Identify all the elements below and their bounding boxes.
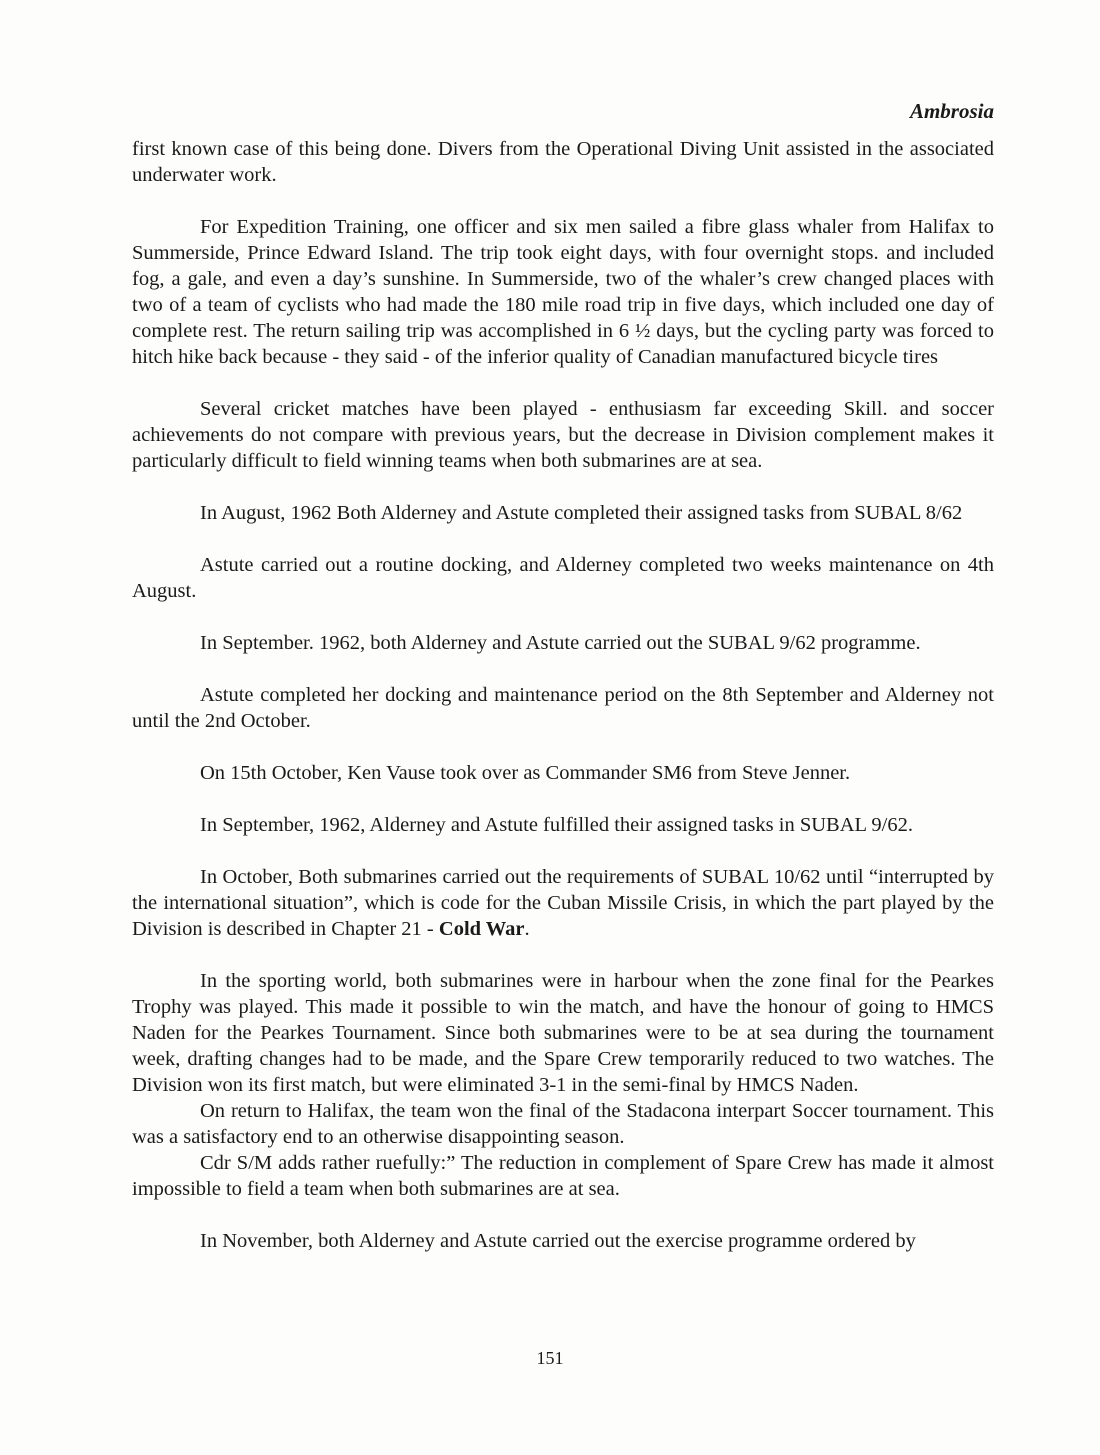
paragraph [132,864,994,942]
paragraph: In September. 1962, both Alderney and Astute carried out the SUBAL 9/62 programme. [200,632,921,654]
paragraph: For Expedition Training, one officer and six men sailed a fibre glass whaler from Halifax to Summerside, Prince Edward Island. The trip took eight days, with four overnight stops. and included fog, a gale, and even a day’s sunshine. In Summerside, two of the whaler’s crew changed places with two of a team of cyclists who had made the 180 mile road trip in five days, which included one day of complete rest. The return sailing trip was accomplished in 6 ½ days, but the cycling party was forced to hitch hike back because - they said - of the inferior quality of Canadian manufactured bicycle tires [132,216,994,368]
paragraph: In September, 1962, Alderney and Astute fulfilled their assigned tasks in SUBAL 9/62. [200,814,913,836]
paragraph: In the sporting world, both submarines were in harbour when the zone final for the Pearkes Trophy was played. This made it possible to win the match, and have the honour of going to HMCS Naden for the Pearkes Tournament. Since both submarines were to be at sea during the tournament week, drafting changes had to be made, and the Spare Crew temporarily reduced to two watches. The Division won its first match, but were eliminated 3-1 in the semi-final by HMCS Naden. [132,970,994,1096]
paragraph: first known case of this being done. Divers from the Operational Diving Unit assisted in the associated underwater work. [132,138,994,186]
page-number: 151 [536,1348,564,1368]
paragraph-text: In October, Both submarines carried out the requirements of SUBAL 10/62 until “interrupted by the international situation”, which is code for the Cuban Missile Crisis, in which the part played by the Division is described in Chapter 21 - [132,866,994,940]
paragraph-tail: . [524,918,530,940]
paragraph: Cdr S/M adds rather ruefully:” The reduction in complement of Spare Crew has made it almost impossible to field a team when both submarines are at sea. [132,1152,994,1200]
chapter-reference: Cold War [438,918,525,940]
paragraph: On 15th October, Ken Vause took over as Commander SM6 from Steve Jenner. [200,762,851,784]
paragraph: In November, both Alderney and Astute carried out the exercise programme ordered by [200,1230,916,1252]
paragraph: In August, 1962 Both Alderney and Astute completed their assigned tasks from SUBAL 8/62 [200,502,963,524]
body-text [132,136,994,1254]
paragraph: Astute completed her docking and maintenance period on the 8th September and Alderney not until the 2nd October. [132,684,994,732]
paragraph: Astute carried out a routine docking, and Alderney completed two weeks maintenance on 4th August. [132,554,994,602]
paragraph: On return to Halifax, the team won the final of the Stadacona interpart Soccer tournament. This was a satisfactory end to an otherwise disappointing season. [132,1100,994,1148]
running-header: Ambrosia [909,99,994,123]
paragraph: Several cricket matches have been played - enthusiasm far exceeding Skill. and soccer achievements do not compare with previous years, but the decrease in Division complement makes it particularly difficult to field winning teams when both submarines are at sea. [132,398,994,472]
